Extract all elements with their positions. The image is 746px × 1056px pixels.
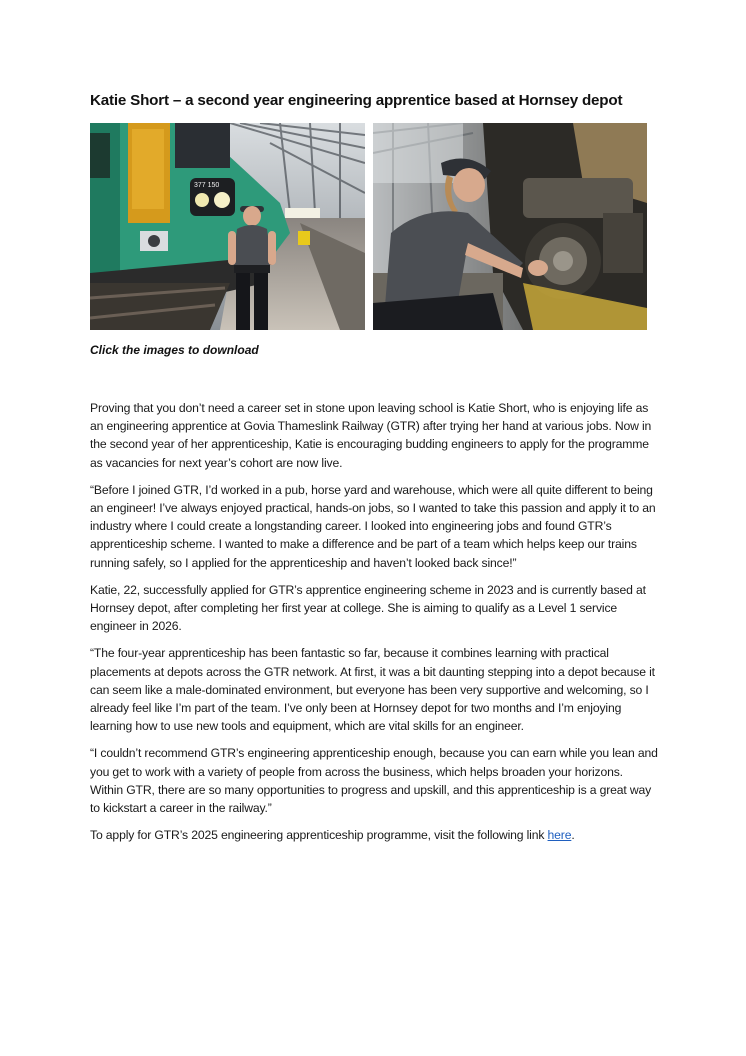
closing-text: To apply for GTR’s 2025 engineering apprenticeship programme, visit the following link [90, 828, 548, 843]
paragraph: Katie, 22, successfully applied for GTR’s apprentice engineering scheme in 2023 and is currently based at Hornsey depot, after completing her first year at college. She is aiming to qualify as a Level 1 service engineer in 2026. [90, 582, 646, 634]
article-body [90, 399, 658, 853]
paragraph: “Before I joined GTR, I’d worked in a pub, horse yard and warehouse, which were all quite different to being an engineer! I’ve always enjoyed practical, hands-on jobs, so I wanted to take this passion and apply it to an industry where I could create a longstanding career. I looked into engineering jobs and found GTR’s apprenticeship scheme. I wanted to make a difference and be part of a team which helps keep our trains running safely, so I applied for the apprenticeship and haven’t looked back since!” [90, 482, 656, 570]
closing-end: . [571, 828, 575, 843]
photo-katie-working-on-wheel[interactable] [373, 123, 647, 330]
train-number: 377 150 [194, 182, 220, 189]
apply-link[interactable]: here [547, 828, 572, 843]
closing-paragraph [90, 826, 658, 844]
article-title: Katie Short – a second year engineering apprentice based at Hornsey depot [90, 92, 623, 109]
paragraph: “The four-year apprenticeship has been fantastic so far, because it combines learning with practical placements at depots across the GTR network. At first, it was a bit daunting stepping into a depot because it can seem like a male-dominated environment, but everyone has been very supportive and welcoming, so I already feel like I’m part of the team. I’ve only been at Hornsey depot for two months and I’m enjoying learning how to use new tools and equipment, which are vital skills for an engineer. [90, 646, 655, 734]
paragraph: Proving that you don’t need a career set in stone upon leaving school is Katie Short, who is enjoying life as an engineering apprentice at Govia Thameslink Railway (GTR) after trying her hand at various jobs. Now in the second year of her apprenticeship, Katie is encouraging budding engineers to apply for the programme as vacancies for next year’s cohort are now live. [90, 401, 652, 470]
photo-katie-standing[interactable] [90, 123, 365, 330]
paragraph: “I couldn’t recommend GTR’s engineering apprenticeship enough, because you can earn while you lean and you get to work with a variety of people from across the business, which helps broaden your horizons. Within GTR, there are so many opportunities to progress and upskill, and this apprenticeship is a great way to kickstart a career in the railway.” [90, 746, 658, 816]
image-caption: Click the images to download [90, 343, 259, 357]
